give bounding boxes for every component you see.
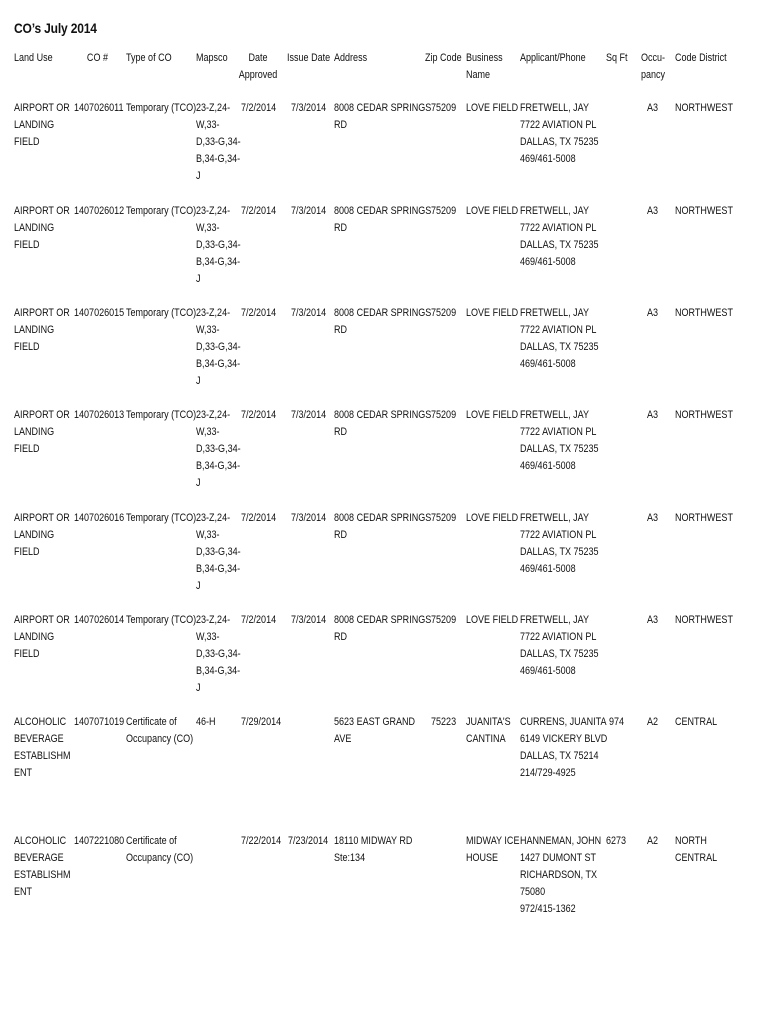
cell-sq-ft: 974 [609, 716, 625, 728]
cell-date-approved: 7/2/2014 [241, 307, 277, 319]
cell-date-approved: 7/2/2014 [241, 614, 277, 626]
cell-land-use: AIRPORT OR LANDING FIELD [14, 614, 70, 660]
cell-land-use: AIRPORT OR LANDING FIELD [14, 102, 70, 148]
cell-land-use: ALCOHOLIC BEVERAGE ESTABLISHM ENT [14, 835, 71, 898]
cell-code-district: NORTH CENTRAL [675, 835, 718, 864]
cell-co-number: 1407221080 [74, 835, 125, 847]
header-type-of-co: Type of CO [126, 52, 172, 64]
cell-co-number: 1407026012 [74, 205, 125, 217]
cell-issue-date: 7/3/2014 [291, 205, 327, 217]
header-issue-date: Issue Date [287, 52, 331, 64]
cell-address: 8008 CEDAR SPRINGS RD [334, 614, 432, 643]
cell-type-of-co: Temporary (TCO) [126, 205, 197, 217]
header-applicant-phone: Applicant/Phone [520, 52, 586, 64]
cell-zip-code: 75209 [431, 102, 457, 114]
cell-issue-date: 7/3/2014 [291, 512, 327, 524]
cell-date-approved: 7/22/2014 [241, 835, 282, 847]
cell-mapsco: 23-Z,24- W,33- D,33-G,34- B,34-G,34- J [196, 307, 241, 387]
cell-co-number: 1407026011 [74, 102, 124, 114]
cell-mapsco: 23-Z,24- W,33- D,33-G,34- B,34-G,34- J [196, 512, 241, 592]
cell-date-approved: 7/2/2014 [241, 409, 277, 421]
cell-business-name: LOVE FIELD [466, 307, 519, 319]
cell-address: 8008 CEDAR SPRINGS RD [334, 205, 432, 234]
cell-issue-date: 7/3/2014 [291, 307, 327, 319]
cell-address: 5623 EAST GRAND AVE [334, 716, 416, 745]
cell-type-of-co: Certificate of Occupancy (CO) [126, 716, 194, 745]
cell-issue-date: 7/3/2014 [291, 102, 327, 114]
cell-applicant-phone: FRETWELL, JAY 7722 AVIATION PL DALLAS, TX 75235 469/461-5008 [520, 205, 599, 268]
header-land-use: Land Use [14, 52, 53, 64]
cell-occupancy: A2 [647, 835, 659, 847]
cell-date-approved: 7/29/2014 [241, 716, 282, 728]
cell-code-district: NORTHWEST [675, 307, 733, 319]
cell-code-district: NORTHWEST [675, 512, 733, 524]
cell-business-name: LOVE FIELD [466, 102, 519, 114]
cell-land-use: ALCOHOLIC BEVERAGE ESTABLISHM ENT [14, 716, 71, 779]
cell-code-district: NORTHWEST [675, 102, 733, 114]
cell-land-use: AIRPORT OR LANDING FIELD [14, 409, 70, 455]
header-business-name: Business Name [466, 52, 503, 81]
cell-co-number: 1407026015 [74, 307, 125, 319]
cell-occupancy: A3 [647, 205, 659, 217]
cell-type-of-co: Temporary (TCO) [126, 512, 197, 524]
cell-applicant-phone: FRETWELL, JAY 7722 AVIATION PL DALLAS, TX 75235 469/461-5008 [520, 409, 599, 472]
cell-date-approved: 7/2/2014 [241, 512, 277, 524]
cell-applicant-phone: FRETWELL, JAY 7722 AVIATION PL DALLAS, TX 75235 469/461-5008 [520, 307, 599, 370]
cell-type-of-co: Temporary (TCO) [126, 614, 197, 626]
cell-zip-code: 75209 [431, 512, 457, 524]
header-co-number: CO # [86, 52, 108, 64]
cell-address: 18110 MIDWAY RD Ste:134 [334, 835, 413, 864]
header-sq-ft: Sq Ft [606, 52, 628, 64]
cell-business-name: LOVE FIELD [466, 614, 519, 626]
cell-date-approved: 7/2/2014 [241, 205, 277, 217]
cell-address: 8008 CEDAR SPRINGS RD [334, 102, 432, 131]
cell-co-number: 1407026014 [74, 614, 125, 626]
cell-address: 8008 CEDAR SPRINGS RD [334, 409, 432, 438]
header-mapsco: Mapsco [196, 52, 228, 64]
cell-zip-code: 75223 [431, 716, 457, 728]
header-zip-code: Zip Code [425, 52, 462, 64]
cell-mapsco: 46-H [196, 716, 216, 728]
cell-business-name: JUANITA'S CANTINA [466, 716, 511, 745]
cell-occupancy: A3 [647, 512, 659, 524]
cell-type-of-co: Temporary (TCO) [126, 307, 197, 319]
cell-zip-code: 75209 [431, 614, 457, 626]
cell-mapsco: 23-Z,24- W,33- D,33-G,34- B,34-G,34- J [196, 205, 241, 285]
cell-occupancy: A3 [647, 307, 659, 319]
cell-type-of-co: Certificate of Occupancy (CO) [126, 835, 194, 864]
cell-code-district: NORTHWEST [675, 614, 733, 626]
page-title: CO’s July 2014 [14, 20, 97, 36]
cell-code-district: NORTHWEST [675, 409, 733, 421]
cell-address: 8008 CEDAR SPRINGS RD [334, 307, 432, 336]
header-date-approved: Date Approved [238, 52, 278, 81]
cell-date-approved: 7/2/2014 [241, 102, 277, 114]
cell-co-number: 1407071019 [74, 716, 125, 728]
cell-land-use: AIRPORT OR LANDING FIELD [14, 307, 70, 353]
cell-sq-ft: 6273 [606, 835, 627, 847]
cell-zip-code: 75209 [431, 409, 457, 421]
cell-occupancy: A3 [647, 409, 659, 421]
cell-address: 8008 CEDAR SPRINGS RD [334, 512, 432, 541]
cell-occupancy: A2 [647, 716, 659, 728]
cell-applicant-phone: HANNEMAN, JOHN 1427 DUMONT ST RICHARDSON, TX 75080 972/415-1362 [520, 835, 602, 915]
cell-code-district: NORTHWEST [675, 205, 733, 217]
cell-business-name: LOVE FIELD [466, 409, 519, 421]
header-address: Address [334, 52, 368, 64]
cell-land-use: AIRPORT OR LANDING FIELD [14, 512, 70, 558]
header-occupancy: Occu- pancy [640, 52, 666, 81]
cell-applicant-phone: FRETWELL, JAY 7722 AVIATION PL DALLAS, TX 75235 469/461-5008 [520, 512, 599, 575]
cell-zip-code: 75209 [431, 307, 457, 319]
cell-applicant-phone: CURRENS, JUANITA 6149 VICKERY BLVD DALLAS, TX 75214 214/729-4925 [520, 716, 608, 779]
cell-code-district: CENTRAL [675, 716, 718, 728]
cell-mapsco: 23-Z,24- W,33- D,33-G,34- B,34-G,34- J [196, 409, 241, 489]
cell-occupancy: A3 [647, 614, 659, 626]
cell-issue-date: 7/3/2014 [291, 409, 327, 421]
cell-land-use: AIRPORT OR LANDING FIELD [14, 205, 70, 251]
cell-issue-date: 7/3/2014 [291, 614, 327, 626]
header-code-district: Code District [675, 52, 727, 64]
cell-applicant-phone: FRETWELL, JAY 7722 AVIATION PL DALLAS, TX 75235 469/461-5008 [520, 102, 599, 165]
cell-business-name: LOVE FIELD [466, 205, 519, 217]
cell-type-of-co: Temporary (TCO) [126, 409, 197, 421]
cell-business-name: MIDWAY ICE HOUSE [466, 835, 520, 864]
cell-zip-code: 75209 [431, 205, 457, 217]
cell-mapsco: 23-Z,24- W,33- D,33-G,34- B,34-G,34- J [196, 614, 241, 694]
cell-issue-date: 7/23/2014 [288, 835, 329, 847]
cell-co-number: 1407026016 [74, 512, 125, 524]
cell-mapsco: 23-Z,24- W,33- D,33-G,34- B,34-G,34- J [196, 102, 241, 182]
cell-business-name: LOVE FIELD [466, 512, 519, 524]
cell-co-number: 1407026013 [74, 409, 125, 421]
cell-applicant-phone: FRETWELL, JAY 7722 AVIATION PL DALLAS, TX 75235 469/461-5008 [520, 614, 599, 677]
cell-occupancy: A3 [647, 102, 659, 114]
cell-type-of-co: Temporary (TCO) [126, 102, 197, 114]
